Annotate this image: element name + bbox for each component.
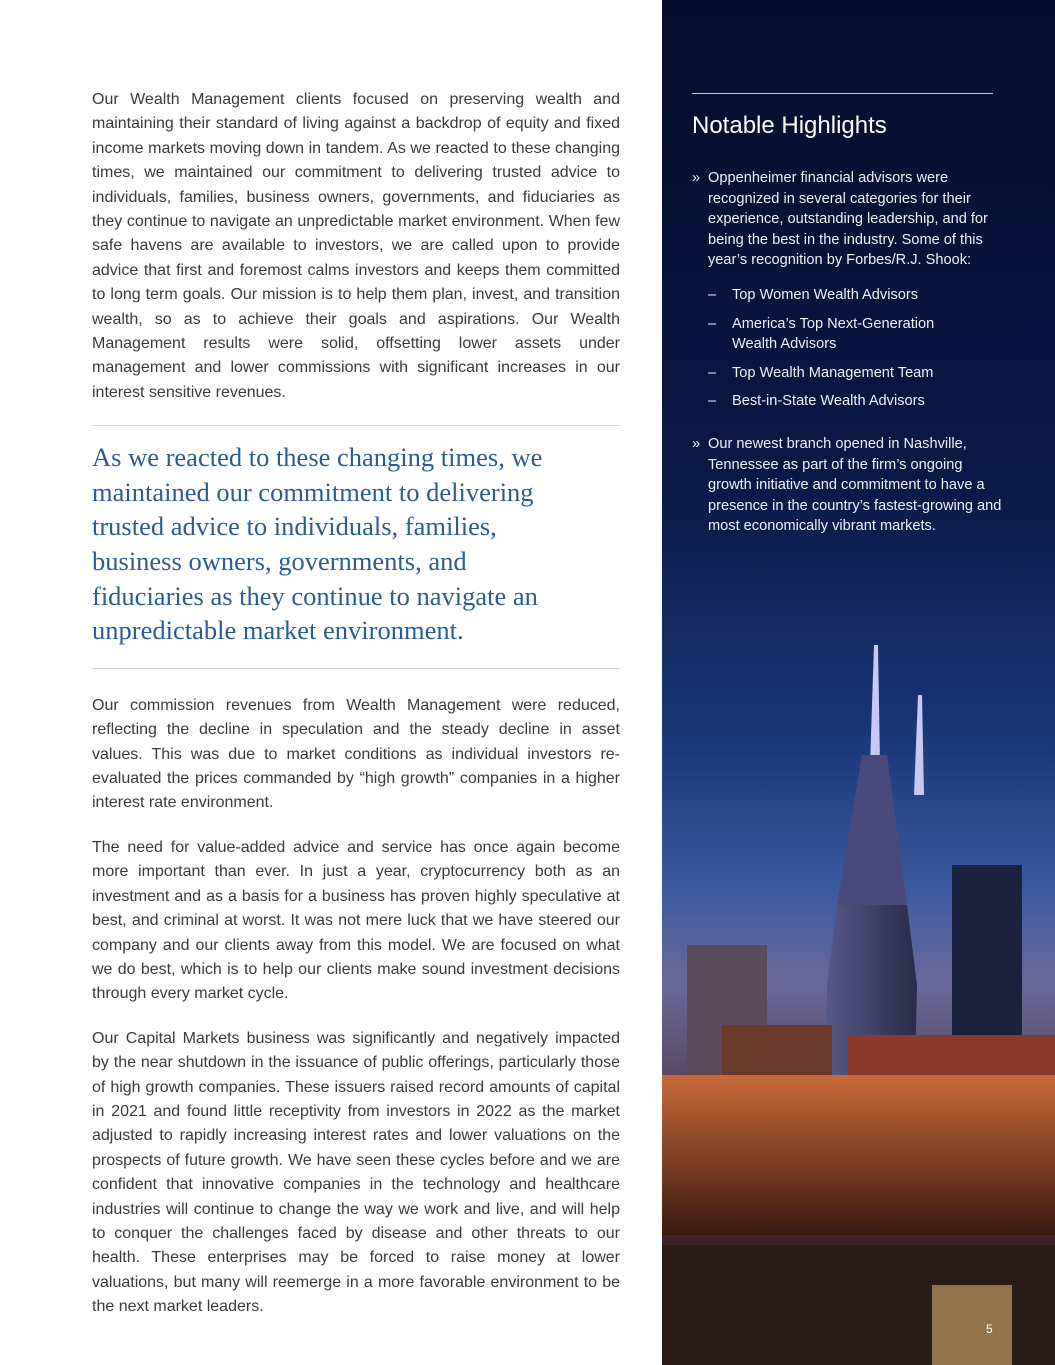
highlights-panel: [662, 0, 1055, 1365]
body-paragraph: Our Capital Markets business was significantly and negatively impacted by the near shutdown in the issuance of public offerings, particularly those of high growth companies. These issuers raised record amounts of capital in 2021 and found little receptivity from investors in 2022 as the market adjusted to rapidly increasing interest rates and lower valuations on the prospects of future growth. We have seen these cycles before and we are confident that innovative companies in the technology and healthcare industries will continue to change the way we work and live, and will help to conquer the challenges faced by disease and other threats to our health. These enterprises may be forced to raise money at lower valuations, but many will reemerge in a more favorable environment to be the next market leaders.: [92, 1029, 620, 1316]
building: [662, 1075, 1055, 1235]
sub-item-text: Top Wealth Management Team: [732, 364, 934, 381]
river-reflection: [932, 1285, 1012, 1365]
dash-icon: –: [708, 315, 717, 332]
dash-icon: –: [708, 364, 717, 381]
spire: [914, 695, 924, 795]
list-item: [692, 168, 1002, 271]
sub-item-text: America’s Top Next-Generation Wealth Advisors: [732, 315, 935, 353]
spire: [870, 645, 880, 765]
sub-list-item: [692, 314, 1002, 355]
highlights-list: [692, 168, 1002, 553]
page-number: 5: [986, 1322, 993, 1336]
dash-icon: –: [708, 393, 717, 410]
divider: [92, 425, 620, 426]
sub-item-text: Top Women Wealth Advisors: [732, 286, 919, 303]
list-item-text: Oppenheimer financial advisors were recognized in several categories for their experience, outstanding leadership, and for being the best in the industry. Some of this year’s recognition by Forbes/R.J. Shook:: [708, 170, 988, 269]
bullet-icon: »: [692, 435, 701, 452]
sub-list-item: [692, 391, 1002, 412]
sub-list-item: [692, 285, 1002, 306]
divider: [692, 93, 993, 94]
list-item-text: Our newest branch opened in Nashville, Tennessee as part of the firm’s ongoing growth initiative and commitment to have a presence in the country’s fastest-growing and most economically vibrant markets.: [708, 435, 1002, 535]
sub-item-text: Best-in-State Wealth Advisors: [732, 393, 925, 410]
list-item: [692, 434, 1002, 537]
bullet-icon: »: [692, 170, 701, 186]
pull-quote: As we reacted to these changing times, we maintained our commitment to delivering trusted advice to individuals, families, business owners, governments, and fiduciaries as they continue to navigate an unpredictable market environment.: [92, 442, 543, 646]
highlights-title: Notable Highlights: [692, 112, 887, 139]
sub-list-item: [692, 363, 1002, 384]
main-column: [92, 88, 620, 1340]
body-paragraph: Our Wealth Management clients focused on preserving wealth and maintaining their standard of living against a backdrop of equity and fixed income markets moving down in tandem. As we reacted to these changing times, we maintained our commitment to delivering trusted advice to individuals, families, business owners, governments, and fiduciaries as they continue to navigate an unpredictable market environment. When few safe havens are available to investors, we are called upon to provide advice that first and foremost calms investors and keeps them committed to long term goals. Our mission is to help them plan, invest, and transition wealth, so as to achieve their goals and aspirations. Our Wealth Management results were solid, offsetting lower assets under management and lower commissions with significant increases in our interest sensitive revenues.: [92, 91, 620, 401]
divider: [92, 668, 620, 669]
body-paragraph: Our commission revenues from Wealth Management were reduced, reflecting the decline in speculation and the steady decline in asset values. This was due to market conditions as individual investors re-evaluated the prices commanded by “high growth” companies in a higher interest rate environment.: [92, 696, 620, 812]
dash-icon: –: [708, 286, 717, 303]
tower-top: [837, 755, 907, 905]
nashville-skyline-photo: [662, 645, 1055, 1365]
body-paragraph: The need for value-added advice and service has once again become more important than ever. In just a year, cryptocurrency both as an investment and as a basis for a business has proven highly speculative at best, and criminal at worst. It was not mere luck that we have steered our company and our clients away from this model. We are focused on what we do best, which is to help our clients make sound investment decisions through every market cycle.: [92, 838, 620, 1003]
